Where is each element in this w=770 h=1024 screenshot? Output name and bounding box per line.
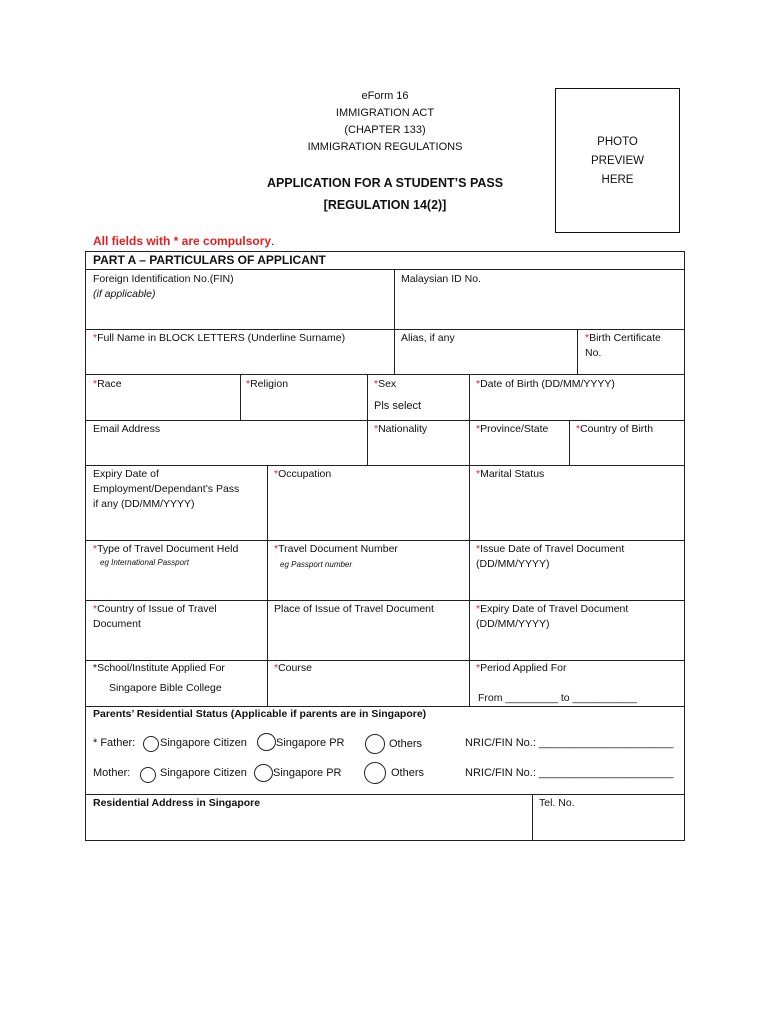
fin-hint: (if applicable) xyxy=(93,288,156,300)
issue-date-label: Issue Date of Travel Document xyxy=(480,543,625,555)
course-label: Course xyxy=(278,662,312,674)
period-from-to[interactable]: From _________ to ___________ xyxy=(478,692,637,704)
father-citizen-radio[interactable] xyxy=(143,736,159,752)
country-issue-field[interactable]: *Country of Issue of Travel Document xyxy=(93,603,217,630)
form-title-line2: [REGULATION 14(2)] xyxy=(323,198,447,212)
expiry-doc-label-2: (DD/MM/YYYY) xyxy=(476,618,550,630)
sex-label: Sex xyxy=(378,378,397,390)
father-nric-field[interactable]: NRIC/FIN No.: ______________________ xyxy=(465,737,674,749)
residential-address-field[interactable]: Residential Address in Singapore xyxy=(93,797,261,809)
fin-field[interactable] xyxy=(93,272,234,302)
father-label: * Father: xyxy=(93,737,136,749)
full-name-label: Full Name in BLOCK LETTERS (Underline Surname) xyxy=(97,332,346,344)
birth-cert-label-2: No. xyxy=(585,347,602,359)
school-label: *School/Institute Applied For xyxy=(93,662,225,674)
issue-date-field[interactable]: *Issue Date of Travel Document (DD/MM/YYYY) xyxy=(476,543,625,570)
country-issue-label: Country of Issue of Travel xyxy=(97,603,217,615)
form-title xyxy=(225,172,545,216)
photo-text-1: PHOTO xyxy=(597,136,638,148)
fin-label: Foreign Identification No.(FIN) xyxy=(93,273,234,285)
photo-text-2: PREVIEW xyxy=(590,155,645,167)
nationality-label: Nationality xyxy=(378,423,428,435)
doc-type-field[interactable]: *Type of Travel Document Held eg International Passport xyxy=(93,543,239,567)
mother-pr-label: Singapore PR xyxy=(273,767,342,779)
mother-others-radio[interactable] xyxy=(364,762,386,784)
nationality-field[interactable]: *Nationality xyxy=(374,423,428,435)
mother-others-label: Others xyxy=(391,767,425,779)
malaysian-id-label: Malaysian ID No. xyxy=(401,273,481,285)
sex-select[interactable]: Pls select xyxy=(374,400,422,412)
regulations: IMMIGRATION REGULATIONS xyxy=(307,141,463,153)
expiry-doc-field[interactable]: *Expiry Date of Travel Document (DD/MM/YYYY) xyxy=(476,603,629,630)
place-issue-field[interactable] xyxy=(274,602,434,617)
compulsory-dot: . xyxy=(271,234,275,248)
compulsory-note xyxy=(93,234,274,248)
religion-field[interactable]: *Religion xyxy=(246,378,289,390)
mother-label: Mother: xyxy=(93,767,131,779)
chapter: (CHAPTER 133) xyxy=(344,124,426,136)
part-a-title: PART A – PARTICULARS OF APPLICANT xyxy=(93,253,326,267)
doc-number-hint: eg Passport number xyxy=(280,560,353,569)
form-header xyxy=(285,88,485,156)
parents-status-title: Parents’ Residential Status (Applicable if parents are in Singapore) xyxy=(93,708,427,720)
place-issue-label: Place of Issue of Travel Document xyxy=(274,603,434,615)
occupation-label: Occupation xyxy=(278,468,332,480)
mother-nric-field[interactable]: NRIC/FIN No.: ______________________ xyxy=(465,767,674,779)
malaysian-id-field[interactable] xyxy=(401,272,481,287)
dob-field[interactable]: *Date of Birth (DD/MM/YYYY) xyxy=(476,378,615,390)
photo-text-3: HERE xyxy=(601,174,634,186)
birth-cert-label: Birth Certificate xyxy=(589,332,661,344)
dob-label: Date of Birth (DD/MM/YYYY) xyxy=(480,378,615,390)
father-others-label: Others xyxy=(389,738,423,750)
doc-type-label: Type of Travel Document Held xyxy=(97,543,239,555)
full-name-field[interactable]: *Full Name in BLOCK LETTERS (Underline Surname) xyxy=(93,332,346,344)
father-pr-label: Singapore PR xyxy=(276,737,345,749)
birth-cert-field[interactable]: *Birth Certificate No. xyxy=(585,332,661,359)
period-field: *Period Applied For xyxy=(476,662,567,674)
email-field[interactable] xyxy=(93,422,160,437)
marital-label: Marital Status xyxy=(480,468,545,480)
mother-citizen-radio[interactable] xyxy=(140,767,156,783)
province-label: Province/State xyxy=(480,423,549,435)
alias-label: Alias, if any xyxy=(401,332,455,344)
father-pr-radio[interactable] xyxy=(257,733,276,751)
photo-preview-box[interactable] xyxy=(555,88,680,233)
country-issue-label-2: Document xyxy=(93,618,141,630)
alias-field[interactable] xyxy=(401,331,455,346)
form-title-line1: APPLICATION FOR A STUDENT’S PASS xyxy=(266,176,504,190)
pass-expiry-field[interactable] xyxy=(93,467,239,512)
doc-number-field[interactable]: *Travel Document Number eg Passport number xyxy=(274,543,398,569)
father-others-radio[interactable] xyxy=(365,734,385,754)
religion-label: Religion xyxy=(250,378,289,390)
doc-number-label: Travel Document Number xyxy=(278,543,398,555)
tel-field[interactable]: Tel. No. xyxy=(539,797,575,809)
school-field xyxy=(93,661,225,676)
province-field[interactable]: *Province/State xyxy=(476,423,549,435)
mother-pr-radio[interactable] xyxy=(254,764,273,782)
period-label: Period Applied For xyxy=(480,662,567,674)
father-citizen-label: Singapore Citizen xyxy=(160,737,247,749)
pass-expiry-label-3: if any (DD/MM/YYYY) xyxy=(93,498,195,510)
race-label: Race xyxy=(97,378,122,390)
marital-field[interactable]: *Marital Status xyxy=(476,468,545,480)
mother-citizen-label: Singapore Citizen xyxy=(160,767,247,779)
doc-type-hint: eg International Passport xyxy=(100,558,189,567)
compulsory-text: All fields with * are compulsory xyxy=(93,234,272,248)
pass-expiry-label-1: Expiry Date of xyxy=(93,468,159,480)
sex-field: *Sex xyxy=(374,378,397,390)
course-field[interactable]: *Course xyxy=(274,662,312,674)
email-label: Email Address xyxy=(93,423,161,435)
issue-date-label-2: (DD/MM/YYYY) xyxy=(476,558,550,570)
pass-expiry-label-2: Employment/Dependant’s Pass xyxy=(93,483,240,495)
school-value[interactable]: Singapore Bible College xyxy=(109,682,222,694)
occupation-field[interactable]: *Occupation xyxy=(274,468,332,480)
expiry-doc-label: Expiry Date of Travel Document xyxy=(480,603,629,615)
country-birth-label: Country of Birth xyxy=(580,423,654,435)
act-name: IMMIGRATION ACT xyxy=(335,107,435,119)
race-field[interactable]: *Race xyxy=(93,378,122,390)
country-birth-field[interactable]: *Country of Birth xyxy=(576,423,654,435)
form-number: eForm 16 xyxy=(361,90,409,102)
